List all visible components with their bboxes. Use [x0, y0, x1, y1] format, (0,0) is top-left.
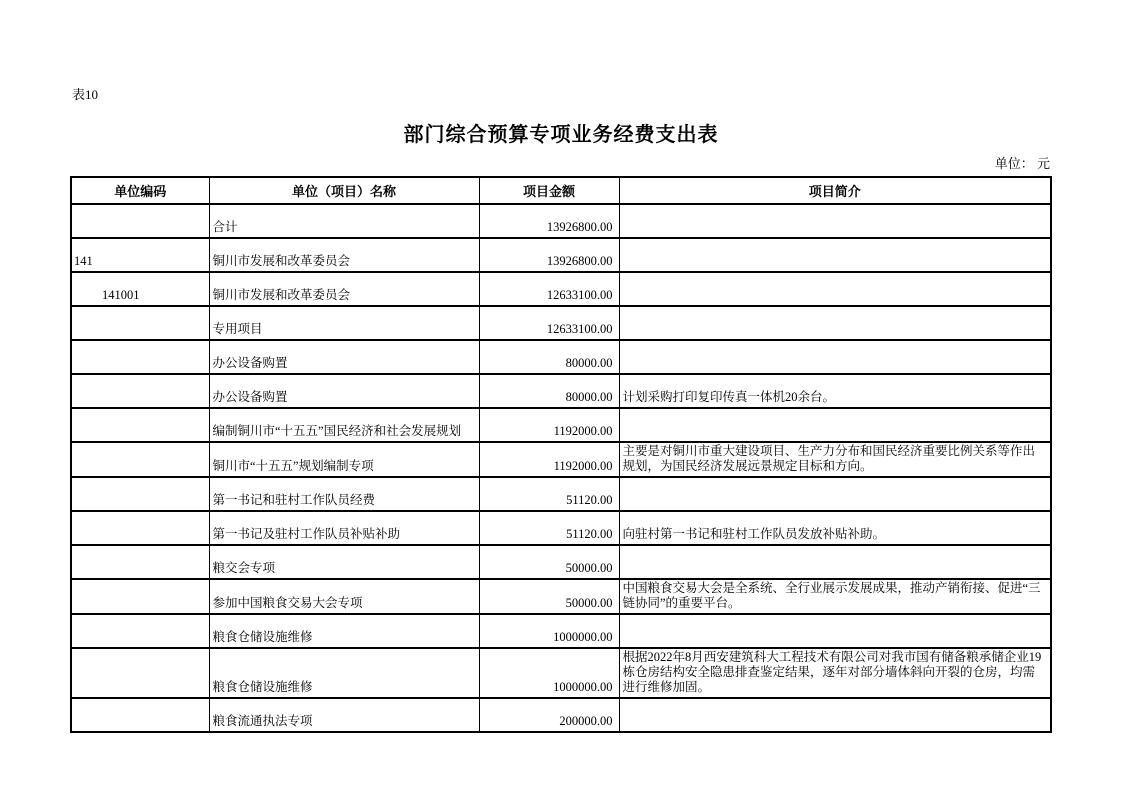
table-body — [71, 204, 1051, 732]
cell-project-amount: 51120.00 — [479, 511, 619, 545]
cell-project-name: 第一书记及驻村工作队员补贴补助 — [209, 511, 479, 545]
cell-project-amount: 50000.00 — [479, 579, 619, 614]
cell-project-amount: 12633100.00 — [479, 272, 619, 306]
column-header-unit-code: 单位编码 — [71, 177, 209, 204]
cell-unit-code: 141001 — [71, 272, 209, 306]
cell-project-name: 合计 — [209, 204, 479, 238]
table-row — [71, 579, 1051, 614]
cell-project-amount: 13926800.00 — [479, 238, 619, 272]
page-title: 部门综合预算专项业务经费支出表 — [403, 124, 719, 146]
cell-unit-code — [71, 306, 209, 340]
column-header-project-name: 单位（项目）名称 — [209, 177, 479, 204]
cell-project-desc — [619, 204, 1051, 238]
table-row — [71, 272, 1051, 306]
cell-project-desc — [619, 306, 1051, 340]
cell-unit-code — [71, 545, 209, 579]
cell-project-amount: 51120.00 — [479, 477, 619, 511]
cell-project-desc — [619, 340, 1051, 374]
cell-project-amount: 1192000.00 — [479, 442, 619, 477]
cell-project-name: 铜川市发展和改革委员会 — [209, 238, 479, 272]
table-header-row — [71, 177, 1051, 204]
table-row — [71, 545, 1051, 579]
cell-project-desc: 根据2022年8月西安建筑科大工程技术有限公司对我市国有储备粮承储企业19栋仓房结构安全隐患排查鉴定结果，逐年对部分墙体斜向开裂的仓房，均需进行维修加固。 — [619, 648, 1051, 698]
cell-unit-code — [71, 648, 209, 698]
cell-project-amount: 80000.00 — [479, 340, 619, 374]
cell-project-name: 铜川市“十五五”规划编制专项 — [209, 442, 479, 477]
cell-project-amount: 1000000.00 — [479, 648, 619, 698]
cell-project-name: 粮食仓储设施维修 — [209, 648, 479, 698]
cell-project-name: 办公设备购置 — [209, 340, 479, 374]
cell-project-desc: 向驻村第一书记和驻村工作队员发放补贴补助。 — [619, 511, 1051, 545]
cell-project-amount: 1192000.00 — [479, 408, 619, 442]
cell-project-desc — [619, 545, 1051, 579]
cell-unit-code — [71, 614, 209, 648]
table-row — [71, 204, 1051, 238]
cell-project-amount: 50000.00 — [479, 545, 619, 579]
cell-project-amount: 200000.00 — [479, 698, 619, 732]
column-header-project-amount: 项目金额 — [479, 177, 619, 204]
cell-project-name: 参加中国粮食交易大会专项 — [209, 579, 479, 614]
cell-unit-code: 141 — [71, 238, 209, 272]
table-row — [71, 511, 1051, 545]
cell-project-desc — [619, 272, 1051, 306]
table-row — [71, 698, 1051, 732]
cell-unit-code — [71, 204, 209, 238]
budget-table — [70, 176, 1052, 733]
table-row — [71, 408, 1051, 442]
cell-project-desc — [619, 614, 1051, 648]
column-header-project-desc: 项目简介 — [619, 177, 1051, 204]
cell-project-desc — [619, 238, 1051, 272]
cell-project-name: 粮交会专项 — [209, 545, 479, 579]
cell-project-name: 专用项目 — [209, 306, 479, 340]
table-row — [71, 477, 1051, 511]
cell-project-amount: 80000.00 — [479, 374, 619, 408]
cell-unit-code — [71, 477, 209, 511]
cell-unit-code — [71, 698, 209, 732]
cell-unit-code — [71, 374, 209, 408]
cell-project-amount: 13926800.00 — [479, 204, 619, 238]
table-row — [71, 614, 1051, 648]
cell-project-desc — [619, 698, 1051, 732]
cell-unit-code — [71, 442, 209, 477]
table-row — [71, 340, 1051, 374]
cell-unit-code — [71, 408, 209, 442]
cell-project-desc: 主要是对铜川市重大建设项目、生产力分布和国民经济重要比例关系等作出规划，为国民经济发展远景规定目标和方向。 — [619, 442, 1051, 477]
cell-unit-code — [71, 579, 209, 614]
table-row — [71, 374, 1051, 408]
cell-project-name: 铜川市发展和改革委员会 — [209, 272, 479, 306]
table-header — [71, 177, 1051, 204]
cell-project-name: 粮食仓储设施维修 — [209, 614, 479, 648]
cell-unit-code — [71, 511, 209, 545]
cell-project-desc: 中国粮食交易大会是全系统、全行业展示发展成果，推动产销衔接、促进“三链协同”的重要平台。 — [619, 579, 1051, 614]
cell-project-amount: 12633100.00 — [479, 306, 619, 340]
cell-project-desc — [619, 408, 1051, 442]
cell-project-name: 第一书记和驻村工作队员经费 — [209, 477, 479, 511]
table-label: 表10 — [72, 87, 99, 102]
table-row — [71, 238, 1051, 272]
cell-unit-code — [71, 340, 209, 374]
table-row — [71, 442, 1051, 477]
cell-project-name: 粮食流通执法专项 — [209, 698, 479, 732]
cell-project-name: 编制铜川市“十五五”国民经济和社会发展规划 — [209, 408, 479, 442]
table-row — [71, 306, 1051, 340]
table-row — [71, 648, 1051, 698]
unit-note: 单位： 元 — [994, 156, 1050, 171]
cell-project-desc — [619, 477, 1051, 511]
cell-project-desc: 计划采购打印复印传真一体机20余台。 — [619, 374, 1051, 408]
cell-project-amount: 1000000.00 — [479, 614, 619, 648]
cell-project-name: 办公设备购置 — [209, 374, 479, 408]
